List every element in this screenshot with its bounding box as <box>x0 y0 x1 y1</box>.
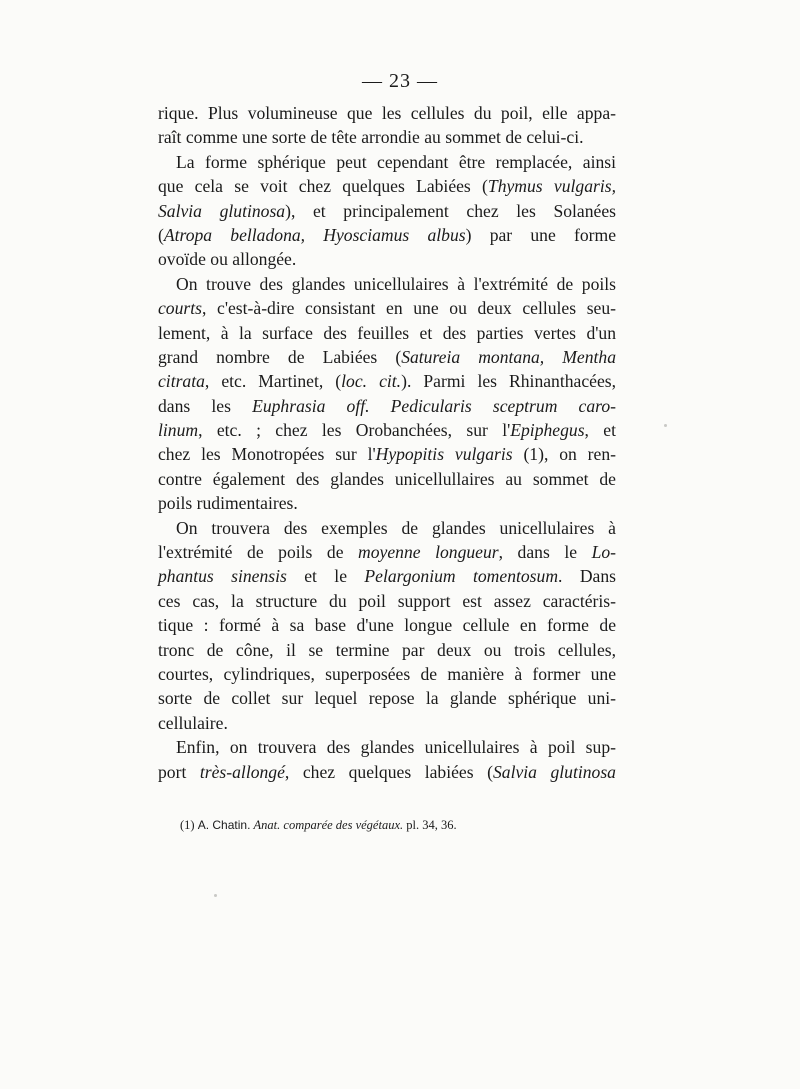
text-line <box>158 442 616 466</box>
italic-text: citrata <box>158 371 205 392</box>
text-segment: ). Parmi les Rhinanthacées, <box>401 371 617 392</box>
text-segment: , chez quelques labiées ( <box>284 761 493 782</box>
italic-text: Atropa belladona, Hyosciamus albus <box>163 224 466 245</box>
text-line <box>158 638 616 662</box>
italic-text: très-allongé <box>199 761 285 782</box>
italic-text: phantus sinensis <box>158 566 287 587</box>
italic-text: Salvia glutinosa <box>492 761 616 782</box>
text-segment: La forme sphérique peut cependant être remplacée, ainsi <box>176 151 616 172</box>
italic-text: moyenne longueur <box>358 542 499 563</box>
footnote-author: A. Chatin. <box>197 818 251 832</box>
text-line <box>158 686 616 710</box>
text-segment: lement, à la surface des feuilles et des parties vertes d'un <box>158 322 616 343</box>
text-line <box>158 613 616 637</box>
text-line <box>158 125 616 149</box>
footnote-reference: pl. 34, 36. <box>406 818 457 832</box>
text-line <box>158 564 616 588</box>
text-line <box>158 662 616 686</box>
italic-text: Satureia montana, Mentha <box>401 346 616 367</box>
text-line <box>158 418 616 442</box>
text-segment: , dans le <box>498 542 592 563</box>
text-line <box>158 394 616 418</box>
text-segment: grand nombre de Labiées ( <box>158 346 402 367</box>
text-line <box>158 369 616 393</box>
text-segment: ) par une forme <box>465 224 617 245</box>
text-line <box>158 711 616 735</box>
text-line <box>158 247 616 271</box>
text-segment: l'extrémité de poils de <box>158 542 359 563</box>
text-line <box>158 467 616 491</box>
text-segment: cellulaire. <box>158 712 228 733</box>
paper-speck <box>664 424 667 427</box>
text-segment: courtes, cylindriques, superposées de manière à former une <box>158 663 616 684</box>
text-line <box>158 735 616 759</box>
text-segment: , etc. Martinet, ( <box>204 371 342 392</box>
italic-text: Salvia glutinosa <box>158 200 286 221</box>
page-number: — 23 — <box>362 70 438 92</box>
footnote-title: Anat. comparée des végétaux. <box>253 818 404 832</box>
text-segment: sorte de collet sur lequel repose la glande sphérique uni- <box>158 688 616 709</box>
text-segment: tronc de cône, il se termine par deux ou trois cellules, <box>158 639 616 660</box>
text-line <box>158 491 616 515</box>
italic-text: courts <box>158 298 202 319</box>
text-segment: ( <box>158 224 164 245</box>
text-line <box>158 223 616 247</box>
text-segment: tique : formé à sa base d'une longue cellule en forme de <box>158 615 616 636</box>
italic-text: Pelargonium tomentosum <box>364 566 559 587</box>
text-segment: rique. Plus volumineuse que les cellules du poil, elle appa- <box>158 103 616 123</box>
footnote-marker: (1) <box>180 818 195 832</box>
text-segment: dans les <box>158 395 253 416</box>
italic-text: loc. cit. <box>341 371 402 392</box>
text-segment: Enfin, on trouvera des glandes unicellulaires à poil sup- <box>176 737 616 758</box>
text-segment: , c'est-à-dire consistant en une ou deux cellules seu- <box>201 298 616 319</box>
text-segment: . Dans <box>558 566 616 587</box>
italic-text: Euphrasia off. Pedicularis sceptrum caro- <box>252 395 616 416</box>
text-line <box>158 760 616 784</box>
text-segment: port <box>158 761 200 782</box>
text-line <box>158 296 616 320</box>
italic-text: Epiphegus <box>510 420 585 441</box>
text-segment: que cela se voit chez quelques Labiées ( <box>158 176 488 197</box>
text-line <box>158 272 616 296</box>
text-line <box>158 589 616 613</box>
text-line <box>158 516 616 540</box>
text-segment: poils rudimentaires. <box>158 493 298 514</box>
text-segment: contre également des glandes unicellullaires au sommet de <box>158 468 616 489</box>
text-line <box>158 540 616 564</box>
text-segment: ces cas, la structure du poil support est assez caractéris- <box>158 590 616 611</box>
footnote <box>180 818 457 833</box>
italic-text: Thymus vulgaris, <box>487 176 616 197</box>
text-segment: raît comme une sorte de tête arrondie au sommet de celui-ci. <box>158 127 584 148</box>
text-line <box>158 174 616 198</box>
text-line <box>158 150 616 174</box>
text-line <box>158 199 616 223</box>
text-segment: (1), on ren- <box>512 444 616 465</box>
text-segment: On trouve des glandes unicellulaires à l'extrémité de poils <box>176 273 616 294</box>
text-segment: ), et principalement chez les Solanées <box>285 200 616 221</box>
text-line <box>158 321 616 345</box>
italic-text: Hypopitis vulgaris <box>375 444 513 465</box>
italic-text: Lo- <box>591 542 617 563</box>
paper-speck <box>214 894 217 897</box>
body-text <box>158 101 616 784</box>
text-segment: , et <box>584 420 616 441</box>
text-segment: ovoïde ou allongée. <box>158 249 297 270</box>
italic-text: linum <box>158 420 199 441</box>
text-segment: , etc. ; chez les Orobanchées, sur l' <box>198 420 511 441</box>
text-segment: On trouvera des exemples de glandes unicellulaires à <box>176 517 616 538</box>
text-line <box>158 101 616 125</box>
text-line <box>158 345 616 369</box>
text-segment: chez les Monotropées sur l' <box>158 444 376 465</box>
text-segment: et le <box>286 566 365 587</box>
